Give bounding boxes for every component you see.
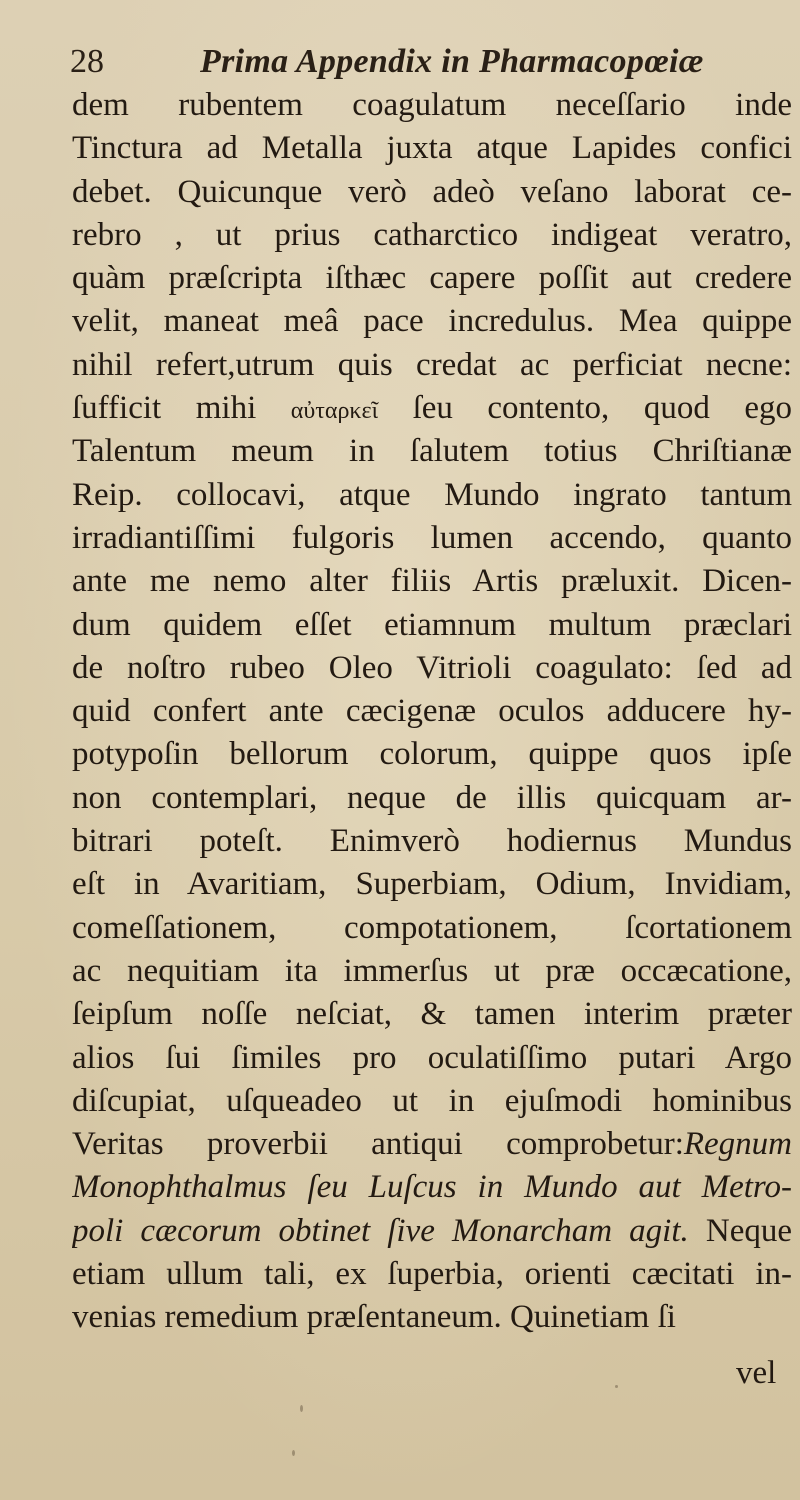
line-text: ſeipſum noſſe neſciat, & tamen interim præter [72,996,792,1033]
text-line [72,171,792,214]
paper-speck [615,1385,618,1388]
line-text: comeſſationem, compotationem, ſcortationem [72,909,792,946]
text-line [72,1166,792,1209]
text-line [72,214,792,257]
text-line [72,907,792,950]
paper-speck [300,1405,303,1412]
text-line [72,474,792,517]
text-line [72,863,792,906]
line-text: ante me nemo alter filiis Artis præluxit. Dicen- [72,563,792,600]
line-text: ſeu contento, quod ego [378,390,792,427]
line-text: Talentum meum in ſalutem totius Chriſtianæ [72,433,792,470]
text-line [72,950,792,993]
line-text: quid confert ante cæcigenæ oculos adducere hy- [72,693,792,730]
text-line [72,517,792,560]
line-text: Neque [688,1212,792,1249]
line-text: dum quidem eſſet etiamnum multum præclari [72,606,792,643]
text-line [72,300,792,343]
line-text: debet. Quicunque verò adeò veſano laborat ce- [72,173,792,210]
text-line [72,690,792,733]
line-text: Tinctura ad Metalla juxta atque Lapides confici [72,130,792,167]
line-text: potypoſin bellorum colorum, quippe quos ipſe [72,736,792,773]
line-text: rebro , ut prius catharctico indigeat veratro, [72,216,792,253]
text-line [72,604,792,647]
text-line [72,647,792,690]
text-line [72,1037,792,1080]
italic-text: Regnum [683,1126,792,1163]
italic-text: poli cæcorum obtinet ſive Monarcham agit. [72,1212,689,1249]
text-line [72,1210,792,1253]
text-line [72,777,792,820]
line-text: Reip. collocavi, atque Mundo ingrato tantum [72,476,792,513]
line-text: nihil refert,utrum quis credat ac perficiat necne: [72,346,792,383]
text-line [72,820,792,863]
text-line [72,993,792,1036]
text-line [72,344,792,387]
text-line [72,1296,792,1339]
line-text: dem rubentem coagulatum neceſſario inde [72,87,792,123]
text-line [72,1080,792,1123]
catchword: vel [736,1355,777,1391]
page-header [70,36,770,88]
line-text: venias remedium præſentaneum. Quinetiam ſi [72,1299,676,1336]
line-text: quàm præſcripta iſthæc capere poſſit aut credere [72,260,792,297]
line-text: diſcupiat, uſqueadeo ut in ejuſmodi hominibus [72,1082,792,1119]
line-text: alios ſui ſimiles pro oculatiſſimo putari Argo [72,1039,792,1076]
line-text: velit, maneat meâ pace incredulus. Mea quippe [72,303,792,340]
line-text: eſt in Avaritiam, Superbiam, Odium, Invidiam, [72,866,792,903]
line-text: ſufficit mihi [72,390,291,427]
text-line [72,84,792,127]
paper-speck [292,1450,295,1456]
line-text: irradiantiſſimi fulgoris lumen accendo, quanto [72,519,792,556]
text-line [72,733,792,776]
text-line [72,1253,792,1296]
text-line [72,257,792,300]
line-text: de noſtro rubeo Oleo Vitrioli coagulato: ſed ad [72,649,792,686]
text-line [72,560,792,603]
page-number: 28 [70,43,104,80]
running-head: Prima Appendix in Pharmacopœiæ [200,43,704,80]
italic-text: Monophthalmus ſeu Luſcus in Mundo aut Metro- [72,1169,792,1206]
text-line [72,387,792,430]
greek-word: αὐταρκεῖ [290,398,379,425]
line-text: etiam ullum tali, ex ſuperbia, orienti cæcitati in- [72,1256,792,1293]
line-text: Veritas proverbii antiqui comprobetur: [72,1126,684,1163]
line-text: bitrari poteſt. Enimverò hodiernus Mundus [72,823,792,860]
line-text: ac nequitiam ita immerſus ut præ occæcatione, [72,952,792,989]
text-line [72,430,792,473]
body-text [72,84,792,1340]
text-line [72,127,792,170]
line-text: non contemplari, neque de illis quicquam ar- [72,779,792,816]
text-line [72,1123,792,1166]
